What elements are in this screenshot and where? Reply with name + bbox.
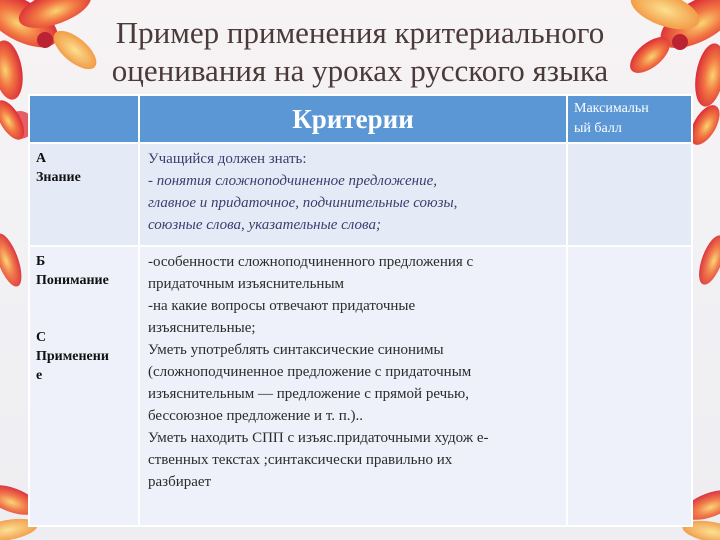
header-criteria: Критерии bbox=[139, 95, 567, 143]
criteria-text-knowledge bbox=[139, 143, 567, 246]
criteria-line: -на какие вопросы отвечают придаточные bbox=[148, 298, 416, 314]
max-score-cell-knowledge bbox=[567, 143, 692, 246]
criteria-text-understanding bbox=[139, 246, 567, 526]
criteria-line: бессоюзное предложение и т. п.).. bbox=[148, 408, 364, 424]
criteria-line: главное и придаточное, подчинительные союзы, bbox=[148, 195, 458, 211]
criteria-line: придаточным изъяснительным bbox=[148, 276, 345, 292]
category-cell-understanding bbox=[29, 246, 139, 526]
category-spacer bbox=[36, 290, 132, 328]
table-row-knowledge bbox=[29, 143, 692, 246]
criteria-line: - понятия сложноподчиненное предложение, bbox=[148, 173, 438, 189]
title-line-2: оценивания на уроках русского языка bbox=[111, 53, 609, 88]
criteria-line: (сложноподчиненное предложение с придаточным bbox=[148, 364, 472, 380]
header-empty-cell bbox=[29, 95, 139, 143]
table-header-row bbox=[29, 95, 692, 143]
category-cell-knowledge bbox=[29, 143, 139, 246]
slide-title bbox=[60, 14, 660, 90]
header-max-line-1: Максимальн bbox=[574, 101, 649, 116]
category-name-application-1: Применени bbox=[36, 349, 109, 364]
criteria-line: изъяснительным — предложение с прямой речью, bbox=[148, 386, 469, 402]
header-max-line-2: ый балл bbox=[574, 121, 622, 136]
criteria-line: -особенности сложноподчиненного предложения с bbox=[148, 254, 474, 270]
criteria-line: ственных текстах ;синтаксически правильно их bbox=[148, 452, 453, 468]
criteria-line: Уметь находить СПП с изъяс.придаточными худож е- bbox=[148, 430, 489, 446]
criteria-table bbox=[28, 94, 693, 527]
criteria-line: Уметь употреблять синтаксические синонимы bbox=[148, 342, 444, 358]
category-name-knowledge: Знание bbox=[36, 170, 81, 185]
criteria-line: изъяснительные; bbox=[148, 320, 256, 336]
table-row-understanding bbox=[29, 246, 692, 526]
category-name-understanding: Понимание bbox=[36, 273, 109, 288]
category-letter-a: А bbox=[36, 151, 47, 166]
category-letter-b: Б bbox=[36, 254, 46, 269]
criteria-line: Учащийся должен знать: bbox=[148, 151, 307, 167]
category-letter-c: С bbox=[36, 330, 47, 345]
criteria-line: союзные слова, указательные слова; bbox=[148, 217, 381, 233]
criteria-line: разбирает bbox=[148, 474, 212, 490]
title-line-1: Пример применения критериального bbox=[115, 15, 605, 50]
max-score-cell-understanding bbox=[567, 246, 692, 526]
category-name-application-2: е bbox=[36, 368, 43, 383]
header-max-score bbox=[567, 95, 692, 143]
